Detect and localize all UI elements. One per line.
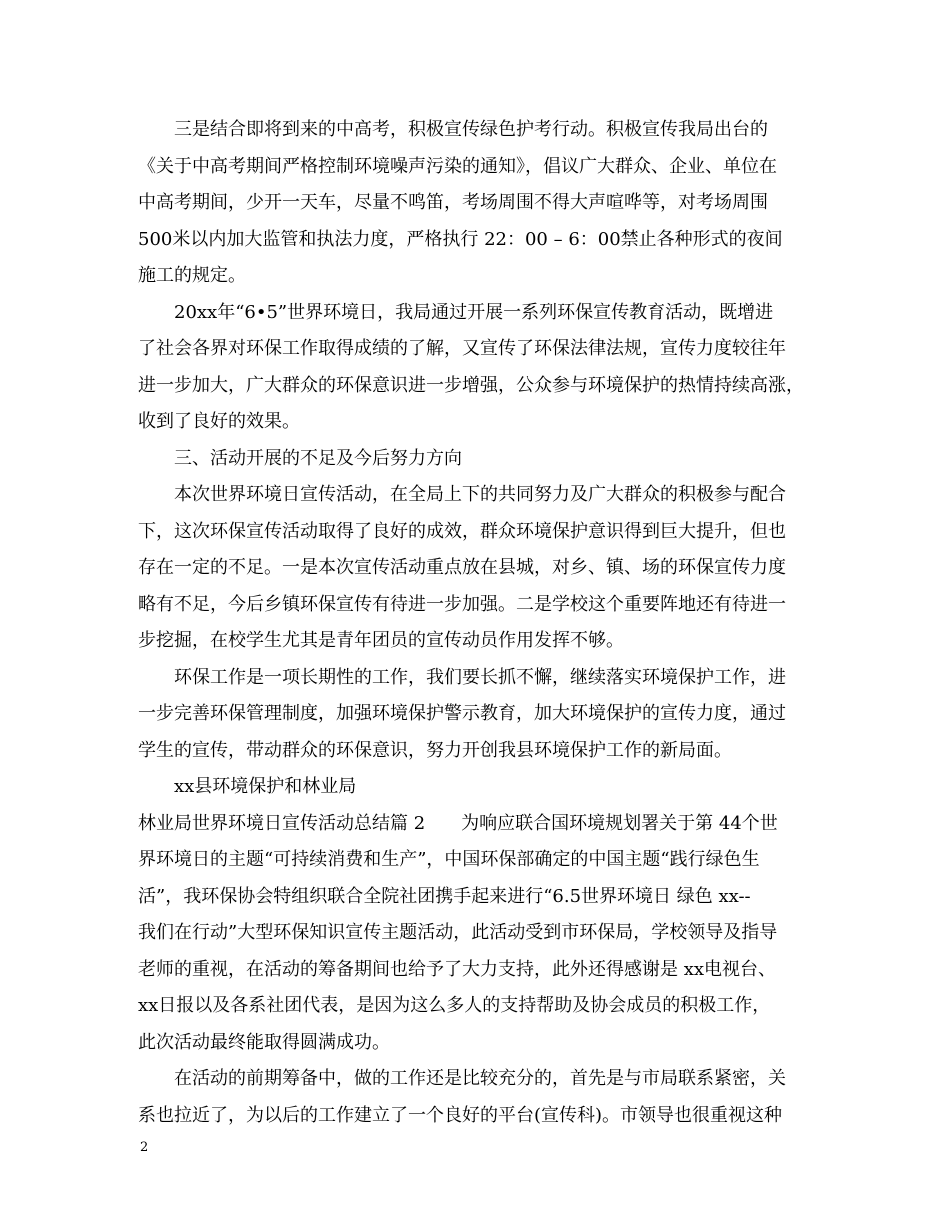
text-line: 下，这次环保宣传活动取得了良好的成效，群众环境保护意识得到巨大提升，但也 [138,520,786,542]
text-line: 进一步加大，广大群众的环保意识进一步增强，公众参与环境保护的热情持续高涨， [138,374,804,396]
text-line: 步挖掘，在校学生尤其是青年团员的宣传动员作用发挥不够。 [138,630,624,651]
text-line: 老师的重视，在活动的筹备期间也给予了大力支持，此外还得感谢是 xx电视台、 [138,958,777,980]
text-line: 活”，我环保协会特组织联合全院社团携手起来进行“6.5世界环境日 绿色 xx-- [138,885,751,907]
text-line: xx县环境保护和林业局 [174,776,357,797]
text-line: 施工的规定。 [138,265,246,286]
text-line: 此次活动最终能取得圆满成功。 [138,1031,390,1053]
text-line: 了社会各界对环保工作取得成绩的了解，又宣传了环保法律法规，宣传力度较往年 [138,338,786,359]
text-line: 我们在行动”大型环保知识宣传主题活动，此活动受到市环保局，学校领导及指导 [138,922,778,943]
text-line: 三是结合即将到来的中高考，积极宣传绿色护考行动。积极宣传我局出台的 [174,119,768,140]
text-line: 林业局世界环境日宣传活动总结篇 2 为响应联合国环境规划署关于第 44个世 [138,812,778,834]
text-line: xx日报以及各系社团代表，是因为这么多人的支持帮助及协会成员的积极工作， [138,995,771,1016]
text-line: 环保工作是一项长期性的工作，我们要长抓不懈，继续落实环境保护工作，进 [174,666,786,688]
text-line: 存在一定的不足。一是本次宣传活动重点放在县城，对乡、镇、场的环保宣传力度 [138,557,786,578]
body-text [138,112,828,1134]
text-line: 三、活动开展的不足及今后努力方向 [174,447,462,469]
text-line: 在活动的前期筹备中，做的工作还是比较充分的，首先是与市局联系紧密，关 [174,1068,786,1089]
text-line: 收到了良好的效果。 [138,411,300,432]
text-line: 500米以内加大监管和执法力度，严格执行 22：00 – 6：00禁止各种形式的夜间 [138,228,783,250]
text-line: 本次世界环境日宣传活动，在全局上下的共同努力及广大群众的积极参与配合 [174,484,786,505]
text-line: 20xx年“6•5”世界环境日，我局通过开展一系列环保宣传教育活动，既增进 [174,301,774,323]
text-line: 系也拉近了，为以后的工作建立了一个良好的平台(宣传科)。市领导也很重视这种 [138,1104,783,1126]
text-line: 略有不足，今后乡镇环保宣传有待进一步加强。二是学校这个重要阵地还有待进一 [138,593,786,615]
text-line: 一步完善环保管理制度，加强环境保护警示教育，加大环境保护的宣传力度，通过 [138,703,786,724]
page-number: 2 [140,1140,149,1155]
text-line: 学生的宣传，带动群众的环保意识，努力开创我县环境保护工作的新局面。 [138,739,732,761]
text-line: 界环境日的主题“可持续消费和生产”，中国环保部确定的中国主题“践行绿色生 [138,849,760,870]
text-line: 中高考期间，少开一天车，尽量不鸣笛，考场周围不得大声喧哗等，对考场周围 [138,192,768,213]
text-line: 《关于中高考期间严格控制环境噪声污染的通知》，倡议广大群众、企业、单位在 [138,155,777,177]
